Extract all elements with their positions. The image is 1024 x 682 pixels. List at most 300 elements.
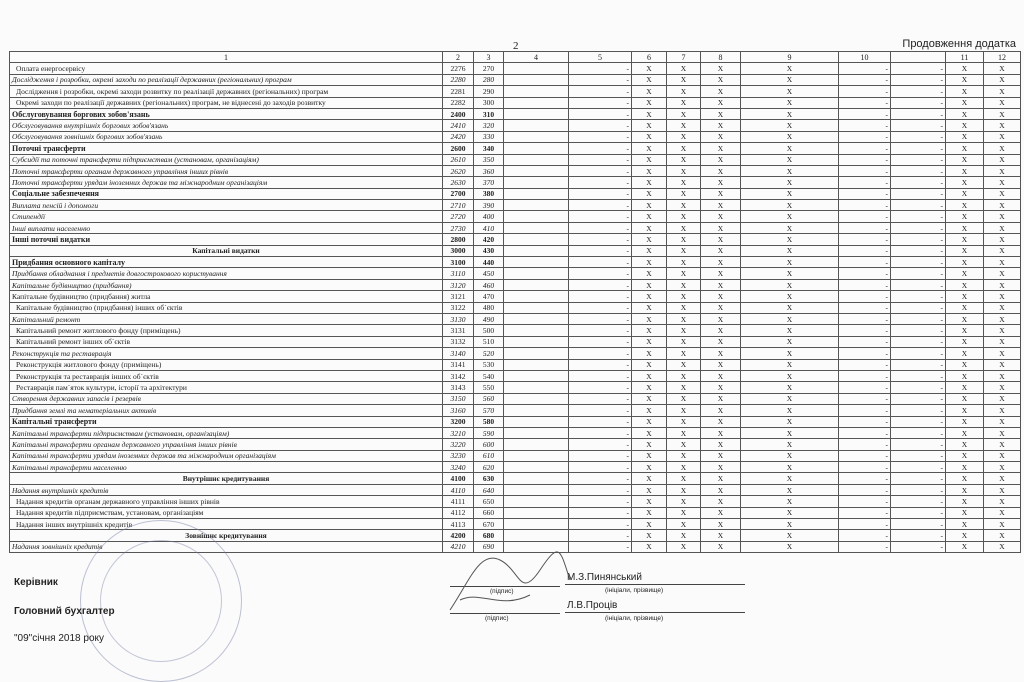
- table-cell: -: [891, 222, 946, 233]
- table-cell: X: [632, 279, 667, 290]
- table-cell: -: [891, 279, 946, 290]
- table-cell: -: [891, 302, 946, 313]
- table-cell: 3100: [443, 257, 474, 268]
- table-cell: X: [667, 257, 701, 268]
- table-cell: X: [984, 405, 1021, 416]
- table-cell: X: [741, 348, 839, 359]
- table-cell: 440: [474, 257, 504, 268]
- table-cell: [504, 188, 569, 199]
- table-cell: 540: [474, 370, 504, 381]
- table-cell: 2420: [443, 131, 474, 142]
- table-cell: X: [741, 484, 839, 495]
- table-cell: X: [984, 370, 1021, 381]
- col-header: 4: [504, 52, 569, 63]
- table-cell: 3140: [443, 348, 474, 359]
- table-cell: X: [741, 74, 839, 85]
- table-row: [10, 348, 1021, 359]
- table-cell: -: [839, 165, 891, 176]
- table-cell: -: [569, 245, 632, 256]
- table-cell: 450: [474, 268, 504, 279]
- table-cell: X: [946, 439, 984, 450]
- col-header: 1: [10, 52, 443, 63]
- table-cell: X: [667, 302, 701, 313]
- table-cell: -: [839, 108, 891, 119]
- table-cell: 480: [474, 302, 504, 313]
- table-cell: X: [632, 462, 667, 473]
- table-cell: [504, 108, 569, 119]
- table-cell: X: [667, 450, 701, 461]
- table-cell: Капітальне будівництво (придбання): [10, 279, 443, 290]
- table-row: [10, 108, 1021, 119]
- table-cell: X: [984, 336, 1021, 347]
- table-cell: X: [946, 348, 984, 359]
- table-cell: 3000: [443, 245, 474, 256]
- table-cell: 530: [474, 359, 504, 370]
- table-cell: X: [667, 211, 701, 222]
- table-cell: 400: [474, 211, 504, 222]
- table-cell: X: [701, 473, 741, 484]
- table-cell: X: [984, 257, 1021, 268]
- table-cell: X: [667, 519, 701, 530]
- accountant-signature-caption: (підпис): [485, 615, 509, 622]
- table-cell: X: [984, 120, 1021, 131]
- table-cell: X: [946, 313, 984, 324]
- table-cell: [504, 279, 569, 290]
- table-row: [10, 439, 1021, 450]
- table-row: [10, 370, 1021, 381]
- table-cell: -: [569, 325, 632, 336]
- table-cell: [504, 484, 569, 495]
- table-cell: [504, 143, 569, 154]
- table-cell: -: [839, 405, 891, 416]
- table-cell: X: [984, 462, 1021, 473]
- table-cell: 3143: [443, 382, 474, 393]
- table-cell: X: [946, 405, 984, 416]
- table-cell: -: [839, 97, 891, 108]
- table-cell: Поточні трансферти: [10, 143, 443, 154]
- table-cell: X: [984, 143, 1021, 154]
- table-cell: X: [741, 143, 839, 154]
- table-cell: -: [569, 336, 632, 347]
- table-cell: Реставрація пам`яток культури, історії та архітектури: [10, 382, 443, 393]
- table-cell: X: [946, 257, 984, 268]
- table-cell: [504, 74, 569, 85]
- table-cell: X: [701, 393, 741, 404]
- table-cell: 3240: [443, 462, 474, 473]
- table-cell: X: [946, 302, 984, 313]
- table-cell: X: [632, 507, 667, 518]
- table-cell: X: [984, 211, 1021, 222]
- table-cell: X: [701, 439, 741, 450]
- table-cell: X: [667, 439, 701, 450]
- table-cell: X: [946, 234, 984, 245]
- table-cell: -: [839, 393, 891, 404]
- table-cell: X: [701, 462, 741, 473]
- table-cell: -: [839, 484, 891, 495]
- table-cell: X: [632, 496, 667, 507]
- table-cell: X: [632, 177, 667, 188]
- table-cell: X: [701, 200, 741, 211]
- table-cell: X: [984, 279, 1021, 290]
- table-cell: [504, 120, 569, 131]
- table-cell: 2282: [443, 97, 474, 108]
- table-cell: Поточні трансферти урядам іноземних держав та міжнародним організаціям: [10, 177, 443, 188]
- table-cell: 270: [474, 63, 504, 74]
- table-cell: Створення державних запасів і резервів: [10, 393, 443, 404]
- table-cell: X: [632, 97, 667, 108]
- table-cell: X: [984, 507, 1021, 518]
- table-row: [10, 234, 1021, 245]
- table-cell: X: [667, 63, 701, 74]
- table-row: [10, 291, 1021, 302]
- table-cell: X: [632, 416, 667, 427]
- table-cell: Реконструкція житлового фонду (приміщень): [10, 359, 443, 370]
- table-cell: -: [891, 245, 946, 256]
- table-cell: X: [632, 188, 667, 199]
- table-cell: -: [839, 473, 891, 484]
- table-cell: 2276: [443, 63, 474, 74]
- table-cell: Надання внутрішніх кредитів: [10, 484, 443, 495]
- table-cell: [504, 257, 569, 268]
- table-cell: -: [839, 496, 891, 507]
- table-cell: Внутрішнє кредитування: [10, 473, 443, 484]
- table-cell: 2700: [443, 188, 474, 199]
- table-cell: 360: [474, 165, 504, 176]
- table-cell: X: [984, 154, 1021, 165]
- table-cell: X: [984, 131, 1021, 142]
- table-cell: [504, 211, 569, 222]
- table-cell: [504, 439, 569, 450]
- table-cell: 510: [474, 336, 504, 347]
- table-cell: 350: [474, 154, 504, 165]
- col-header: 2: [443, 52, 474, 63]
- table-cell: -: [891, 393, 946, 404]
- table-row: [10, 405, 1021, 416]
- table-cell: X: [984, 393, 1021, 404]
- table-cell: X: [667, 291, 701, 302]
- table-cell: 520: [474, 348, 504, 359]
- table-cell: X: [946, 63, 984, 74]
- table-cell: [504, 165, 569, 176]
- table-cell: X: [946, 393, 984, 404]
- table-cell: Капітальні видатки: [10, 245, 443, 256]
- table-cell: X: [741, 507, 839, 518]
- table-cell: X: [984, 325, 1021, 336]
- table-cell: -: [839, 336, 891, 347]
- table-cell: X: [984, 234, 1021, 245]
- table-cell: X: [741, 234, 839, 245]
- table-cell: 690: [474, 541, 504, 552]
- table-cell: X: [701, 154, 741, 165]
- table-cell: -: [891, 416, 946, 427]
- table-row: [10, 63, 1021, 74]
- table-cell: X: [946, 382, 984, 393]
- table-cell: -: [569, 519, 632, 530]
- table-cell: -: [839, 245, 891, 256]
- table-cell: Соціальне забезпечення: [10, 188, 443, 199]
- table-cell: -: [569, 313, 632, 324]
- table-cell: X: [632, 154, 667, 165]
- table-cell: X: [984, 245, 1021, 256]
- table-cell: -: [839, 427, 891, 438]
- table-cell: X: [667, 143, 701, 154]
- table-cell: X: [667, 200, 701, 211]
- table-cell: [504, 154, 569, 165]
- table-cell: X: [741, 325, 839, 336]
- table-cell: -: [839, 541, 891, 552]
- table-cell: 2630: [443, 177, 474, 188]
- table-cell: 590: [474, 427, 504, 438]
- table-cell: X: [632, 405, 667, 416]
- table-cell: X: [701, 541, 741, 552]
- table-cell: 370: [474, 177, 504, 188]
- table-cell: X: [741, 439, 839, 450]
- table-cell: -: [891, 325, 946, 336]
- accountant-label: Головний бухгалтер: [14, 606, 115, 617]
- table-cell: -: [839, 530, 891, 541]
- table-cell: -: [839, 131, 891, 142]
- col-header: 11: [946, 52, 984, 63]
- table-cell: X: [701, 165, 741, 176]
- table-cell: -: [839, 370, 891, 381]
- table-cell: X: [701, 177, 741, 188]
- table-cell: X: [741, 313, 839, 324]
- col-header: 6: [632, 52, 667, 63]
- table-cell: -: [891, 382, 946, 393]
- table-cell: X: [701, 86, 741, 97]
- table-cell: -: [839, 291, 891, 302]
- table-cell: X: [984, 416, 1021, 427]
- table-cell: X: [632, 427, 667, 438]
- table-cell: -: [569, 257, 632, 268]
- table-cell: -: [891, 108, 946, 119]
- table-cell: Обслуговування боргових зобов'язань: [10, 108, 443, 119]
- table-cell: X: [632, 519, 667, 530]
- table-cell: 2610: [443, 154, 474, 165]
- table-cell: X: [984, 313, 1021, 324]
- table-cell: -: [891, 86, 946, 97]
- table-cell: -: [569, 473, 632, 484]
- table-cell: 3150: [443, 393, 474, 404]
- table-cell: X: [741, 405, 839, 416]
- table-cell: Надання інших внутрішніх кредитів: [10, 519, 443, 530]
- table-cell: 680: [474, 530, 504, 541]
- col-header: 9: [741, 52, 839, 63]
- table-cell: Дослідження і розробки, окремі заходи розвитку по реалізації державних (регіональних) програм: [10, 86, 443, 97]
- table-cell: X: [667, 234, 701, 245]
- table-cell: [504, 200, 569, 211]
- table-cell: -: [891, 313, 946, 324]
- col-header: 5: [569, 52, 632, 63]
- table-row: [10, 222, 1021, 233]
- table-cell: -: [891, 291, 946, 302]
- table-row: [10, 120, 1021, 131]
- table-cell: [504, 86, 569, 97]
- table-cell: X: [946, 245, 984, 256]
- table-cell: X: [632, 484, 667, 495]
- table-cell: 410: [474, 222, 504, 233]
- table-cell: -: [569, 86, 632, 97]
- table-cell: X: [946, 359, 984, 370]
- table-cell: 3131: [443, 325, 474, 336]
- table-cell: X: [984, 86, 1021, 97]
- table-cell: -: [891, 63, 946, 74]
- table-row: [10, 507, 1021, 518]
- table-cell: 570: [474, 405, 504, 416]
- table-cell: X: [701, 302, 741, 313]
- table-cell: X: [741, 279, 839, 290]
- head-label: Керівник: [14, 577, 58, 588]
- head-signature-caption: (підпис): [490, 588, 514, 595]
- table-cell: -: [891, 541, 946, 552]
- table-cell: X: [667, 222, 701, 233]
- table-cell: [504, 416, 569, 427]
- table-cell: -: [839, 86, 891, 97]
- table-cell: -: [569, 200, 632, 211]
- table-cell: X: [701, 359, 741, 370]
- table-cell: 610: [474, 450, 504, 461]
- table-cell: [504, 450, 569, 461]
- table-row: [10, 302, 1021, 313]
- table-cell: Придбання обладнання і предметів довгострокового користування: [10, 268, 443, 279]
- table-cell: -: [839, 177, 891, 188]
- table-cell: 2720: [443, 211, 474, 222]
- table-cell: X: [701, 348, 741, 359]
- col-header: 12: [984, 52, 1021, 63]
- table-cell: 3200: [443, 416, 474, 427]
- table-cell: 660: [474, 507, 504, 518]
- table-cell: -: [891, 165, 946, 176]
- table-cell: X: [667, 541, 701, 552]
- table-cell: [504, 313, 569, 324]
- table-cell: -: [569, 302, 632, 313]
- table-cell: [504, 291, 569, 302]
- table-cell: X: [946, 496, 984, 507]
- table-row: [10, 257, 1021, 268]
- table-cell: 2710: [443, 200, 474, 211]
- table-cell: X: [632, 200, 667, 211]
- table-cell: -: [891, 211, 946, 222]
- table-cell: Стипендії: [10, 211, 443, 222]
- table-cell: -: [569, 234, 632, 245]
- table-cell: -: [569, 291, 632, 302]
- table-cell: 2800: [443, 234, 474, 245]
- table-row: [10, 393, 1021, 404]
- table-cell: X: [984, 530, 1021, 541]
- table-cell: -: [839, 268, 891, 279]
- table-cell: [504, 97, 569, 108]
- table-cell: -: [569, 462, 632, 473]
- table-row: [10, 74, 1021, 85]
- table-cell: X: [984, 97, 1021, 108]
- table-cell: -: [569, 530, 632, 541]
- table-cell: Реконструкція та реставрація інших об`єктів: [10, 370, 443, 381]
- table-cell: [504, 507, 569, 518]
- table-cell: X: [946, 222, 984, 233]
- table-cell: 280: [474, 74, 504, 85]
- official-seal-inner: [100, 540, 222, 662]
- table-cell: -: [891, 143, 946, 154]
- table-cell: 600: [474, 439, 504, 450]
- table-cell: X: [667, 405, 701, 416]
- table-cell: -: [839, 302, 891, 313]
- table-cell: -: [569, 165, 632, 176]
- table-cell: 420: [474, 234, 504, 245]
- table-cell: X: [984, 108, 1021, 119]
- table-cell: X: [667, 427, 701, 438]
- table-cell: X: [632, 336, 667, 347]
- table-cell: X: [946, 165, 984, 176]
- accountant-name: Л.В.Проців: [567, 600, 618, 611]
- table-cell: Капітальні трансферти: [10, 416, 443, 427]
- table-cell: X: [632, 393, 667, 404]
- table-cell: -: [891, 348, 946, 359]
- table-cell: X: [741, 496, 839, 507]
- table-cell: X: [632, 302, 667, 313]
- table-cell: Інші виплати населенню: [10, 222, 443, 233]
- table-cell: X: [632, 325, 667, 336]
- table-cell: 4112: [443, 507, 474, 518]
- table-cell: -: [569, 63, 632, 74]
- table-row: [10, 188, 1021, 199]
- table-cell: Надання кредитів підприємствам, установам, організаціям: [10, 507, 443, 518]
- table-cell: -: [569, 222, 632, 233]
- table-cell: 2410: [443, 120, 474, 131]
- table-cell: [504, 222, 569, 233]
- table-cell: X: [701, 97, 741, 108]
- table-cell: X: [741, 200, 839, 211]
- table-cell: [504, 268, 569, 279]
- table-cell: Капітальний ремонт житлового фонду (приміщень): [10, 325, 443, 336]
- table-cell: X: [741, 257, 839, 268]
- table-cell: X: [667, 177, 701, 188]
- table-cell: -: [569, 496, 632, 507]
- page-number: 2: [513, 40, 519, 52]
- table-cell: Придбання землі та нематеріальних активів: [10, 405, 443, 416]
- table-cell: -: [569, 177, 632, 188]
- table-cell: X: [667, 313, 701, 324]
- table-cell: X: [667, 496, 701, 507]
- table-cell: X: [701, 450, 741, 461]
- table-row: [10, 131, 1021, 142]
- table-cell: -: [569, 427, 632, 438]
- table-cell: 2730: [443, 222, 474, 233]
- table-cell: X: [667, 108, 701, 119]
- table-cell: -: [891, 450, 946, 461]
- table-cell: X: [632, 222, 667, 233]
- table-cell: 3220: [443, 439, 474, 450]
- table-cell: -: [839, 200, 891, 211]
- table-cell: [504, 496, 569, 507]
- table-cell: 4111: [443, 496, 474, 507]
- table-cell: X: [632, 120, 667, 131]
- table-cell: 670: [474, 519, 504, 530]
- table-cell: -: [839, 439, 891, 450]
- table-cell: X: [741, 336, 839, 347]
- table-cell: -: [569, 405, 632, 416]
- table-cell: X: [984, 541, 1021, 552]
- table-cell: X: [741, 268, 839, 279]
- table-row: [10, 416, 1021, 427]
- table-cell: -: [569, 507, 632, 518]
- table-cell: X: [984, 222, 1021, 233]
- table-cell: X: [701, 427, 741, 438]
- table-cell: 3122: [443, 302, 474, 313]
- table-cell: X: [667, 268, 701, 279]
- table-cell: -: [569, 268, 632, 279]
- table-cell: X: [984, 382, 1021, 393]
- table-cell: X: [741, 86, 839, 97]
